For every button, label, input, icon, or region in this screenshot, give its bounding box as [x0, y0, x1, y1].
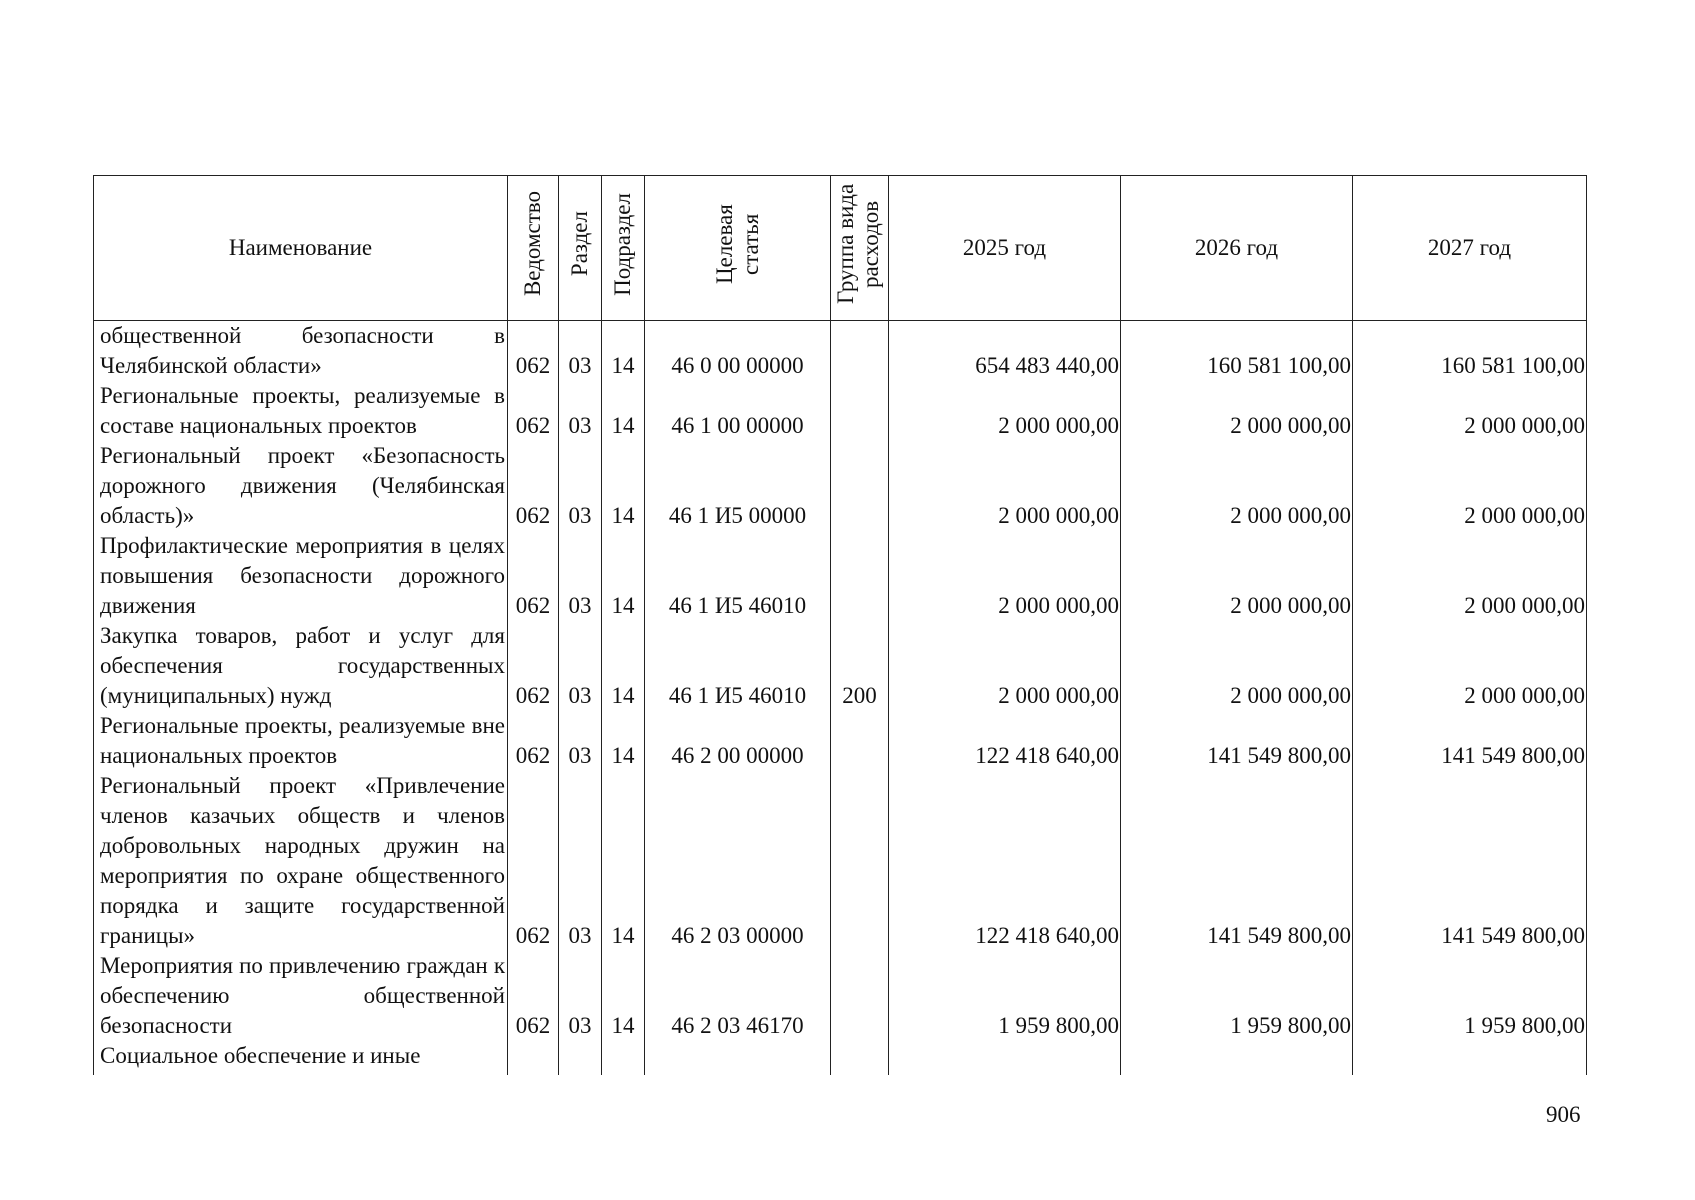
table-row: [94, 441, 1587, 531]
row-2025-cell: 122 418 640,00: [889, 771, 1121, 951]
row-2027-cell: 2 000 000,00: [1353, 531, 1587, 621]
header-2025: 2025 год: [889, 176, 1121, 321]
row-podrazdel-cell: 14: [602, 441, 645, 531]
row-gruppa-cell: [831, 441, 889, 531]
row-name-cell: Мероприятия по привлечению граждан к обеспечению общественной безопасности: [94, 951, 508, 1041]
row-2025-cell: 2 000 000,00: [889, 531, 1121, 621]
table-body: [94, 321, 1587, 1076]
page-number: 906: [1546, 1102, 1581, 1127]
row-celevaya-statya-cell: 46 1 И5 00000: [645, 441, 831, 531]
row-razdel-cell: 03: [559, 621, 602, 711]
row-2026-cell: 2 000 000,00: [1121, 621, 1353, 711]
row-podrazdel-cell: 14: [602, 621, 645, 711]
spacer-cell: [1121, 1071, 1353, 1075]
spacer-cell: [602, 1071, 645, 1075]
row-name-cell: Региональный проект «Безопасность дорожного движения (Челябинская область)»: [94, 441, 508, 531]
row-podrazdel-cell: 14: [602, 321, 645, 382]
row-celevaya-statya-cell: 46 2 00 00000: [645, 711, 831, 771]
row-celevaya-statya-cell: 46 1 И5 46010: [645, 531, 831, 621]
spacer-cell: [1353, 1071, 1587, 1075]
row-podrazdel-cell: 14: [602, 771, 645, 951]
header-2027: 2027 год: [1353, 176, 1587, 321]
row-vedomstvo-cell: 062: [508, 531, 559, 621]
row-2027-cell: 141 549 800,00: [1353, 771, 1587, 951]
header-gruppa-vida-rashodov: Группа вида расходов: [831, 176, 889, 321]
table-row: [94, 771, 1587, 951]
row-gruppa-cell: [831, 321, 889, 382]
row-2026-cell: 2 000 000,00: [1121, 441, 1353, 531]
row-2025-cell: 2 000 000,00: [889, 621, 1121, 711]
table-row: [94, 951, 1587, 1041]
row-2026-cell: 160 581 100,00: [1121, 321, 1353, 382]
row-celevaya-statya-cell: 46 1 И5 46010: [645, 621, 831, 711]
table-row: [94, 711, 1587, 771]
row-name-cell: Закупка товаров, работ и услуг для обеспечения государственных (муниципальных) нужд: [94, 621, 508, 711]
row-2027-cell: 1 959 800,00: [1353, 951, 1587, 1041]
spacer-cell: [94, 1071, 508, 1075]
row-razdel-cell: 03: [559, 531, 602, 621]
spacer-cell: [645, 1071, 831, 1075]
row-razdel-cell: 03: [559, 771, 602, 951]
row-2026-cell: 2 000 000,00: [1121, 531, 1353, 621]
row-2027-cell: 141 549 800,00: [1353, 711, 1587, 771]
table-row: [94, 531, 1587, 621]
budget-table: [93, 175, 1587, 1075]
spacer-cell: [508, 1071, 559, 1075]
row-2025-cell: 1 959 800,00: [889, 951, 1121, 1041]
spacer-cell: [559, 1071, 602, 1075]
row-celevaya-statya-cell: 46 2 03 46170: [645, 951, 831, 1041]
row-2027-cell: 2 000 000,00: [1353, 441, 1587, 531]
row-2026-cell: 1 959 800,00: [1121, 951, 1353, 1041]
row-2027-cell: 2 000 000,00: [1353, 621, 1587, 711]
row-podrazdel-cell: 14: [602, 381, 645, 441]
row-razdel-cell: 03: [559, 381, 602, 441]
row-razdel-cell: [559, 1041, 602, 1071]
table-row: [94, 621, 1587, 711]
row-podrazdel-cell: 14: [602, 711, 645, 771]
row-name-cell: общественной безопасности в Челябинской области»: [94, 321, 508, 382]
row-gruppa-cell: [831, 711, 889, 771]
row-name-cell: Региональный проект «Привлечение членов казачьих обществ и членов добровольных народных дружин на мероприятия по охране общественного порядка и защите государственной границы»: [94, 771, 508, 951]
row-vedomstvo-cell: 062: [508, 441, 559, 531]
row-2025-cell: 2 000 000,00: [889, 441, 1121, 531]
row-name-cell: Региональные проекты, реализуемые вне национальных проектов: [94, 711, 508, 771]
row-razdel-cell: 03: [559, 321, 602, 382]
row-podrazdel-cell: 14: [602, 951, 645, 1041]
row-vedomstvo-cell: 062: [508, 621, 559, 711]
row-2026-cell: 141 549 800,00: [1121, 711, 1353, 771]
header-2026: 2026 год: [1121, 176, 1353, 321]
row-vedomstvo-cell: 062: [508, 321, 559, 382]
row-2025-cell: 654 483 440,00: [889, 321, 1121, 382]
table-bottom-spacer: [94, 1071, 1587, 1075]
row-2026-cell: [1121, 1041, 1353, 1071]
row-vedomstvo-cell: [508, 1041, 559, 1071]
row-name-cell: Социальное обеспечение и иные: [94, 1041, 508, 1071]
row-2027-cell: 160 581 100,00: [1353, 321, 1587, 382]
row-name-cell: Региональные проекты, реализуемые в составе национальных проектов: [94, 381, 508, 441]
row-celevaya-statya-cell: [645, 1041, 831, 1071]
header-celevaya-statya: Целевая статья: [645, 176, 831, 321]
row-gruppa-cell: [831, 771, 889, 951]
spacer-cell: [889, 1071, 1121, 1075]
row-gruppa-cell: [831, 1041, 889, 1071]
row-celevaya-statya-cell: 46 2 03 00000: [645, 771, 831, 951]
header-vedomstvo: Ведомство: [508, 176, 559, 321]
table-row: [94, 321, 1587, 382]
row-2027-cell: 2 000 000,00: [1353, 381, 1587, 441]
row-vedomstvo-cell: 062: [508, 381, 559, 441]
row-gruppa-cell: [831, 531, 889, 621]
row-2025-cell: [889, 1041, 1121, 1071]
row-2026-cell: 141 549 800,00: [1121, 771, 1353, 951]
row-2027-cell: [1353, 1041, 1587, 1071]
row-razdel-cell: 03: [559, 441, 602, 531]
row-gruppa-cell: [831, 381, 889, 441]
row-gruppa-cell: [831, 951, 889, 1041]
row-vedomstvo-cell: 062: [508, 771, 559, 951]
row-vedomstvo-cell: 062: [508, 951, 559, 1041]
row-2025-cell: 122 418 640,00: [889, 711, 1121, 771]
header-name: Наименование: [94, 176, 508, 321]
table-header-row: [94, 176, 1587, 321]
row-name-cell: Профилактические мероприятия в целях повышения безопасности дорожного движения: [94, 531, 508, 621]
row-podrazdel-cell: [602, 1041, 645, 1071]
row-celevaya-statya-cell: 46 0 00 00000: [645, 321, 831, 382]
header-razdel: Раздел: [559, 176, 602, 321]
spacer-cell: [831, 1071, 889, 1075]
row-2026-cell: 2 000 000,00: [1121, 381, 1353, 441]
table-row: [94, 381, 1587, 441]
row-razdel-cell: 03: [559, 951, 602, 1041]
header-podrazdel: Подраздел: [602, 176, 645, 321]
row-vedomstvo-cell: 062: [508, 711, 559, 771]
table-row: [94, 1041, 1587, 1071]
row-2025-cell: 2 000 000,00: [889, 381, 1121, 441]
row-razdel-cell: 03: [559, 711, 602, 771]
row-podrazdel-cell: 14: [602, 531, 645, 621]
row-gruppa-cell: 200: [831, 621, 889, 711]
row-celevaya-statya-cell: 46 1 00 00000: [645, 381, 831, 441]
